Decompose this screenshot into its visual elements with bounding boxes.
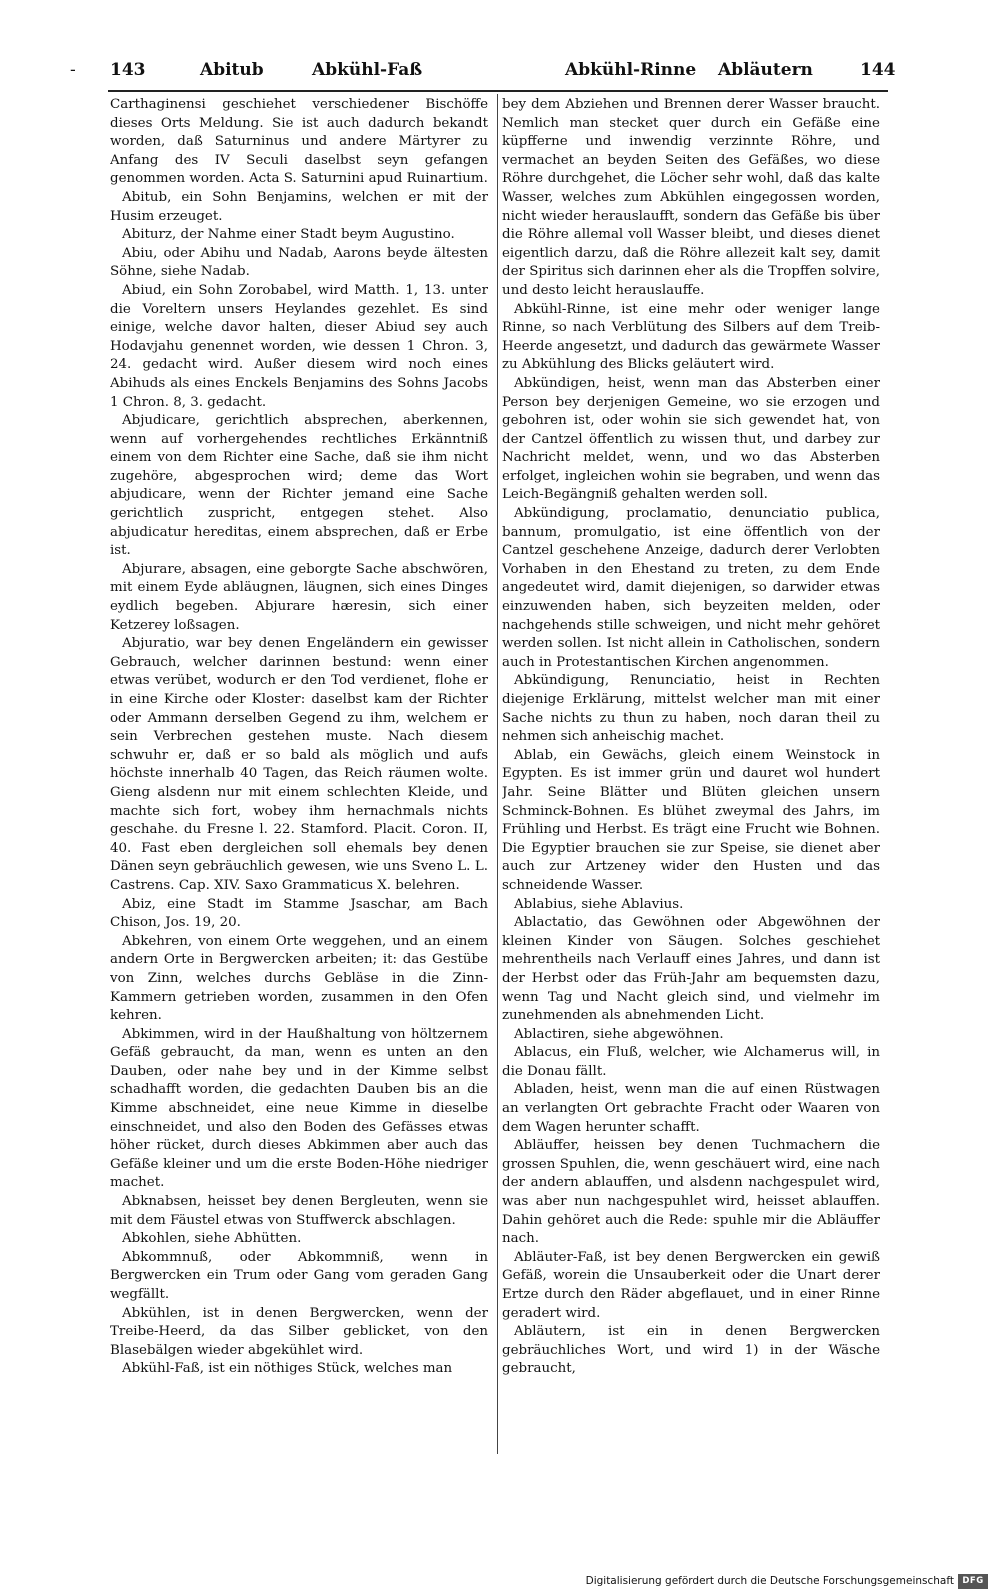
catchword-right: Abläutern [718,60,813,80]
digitization-footer [585,1574,992,1590]
dictionary-entry: Abiz, eine Stadt im Stamme Jsaschar, am Bach Chison, Jos. 19, 20. [110,896,488,931]
dictionary-entry: Abjurare, absagen, eine geborgte Sache abschwören, mit einem Eyde abläugnen, läugnen, sich eines Dinges eydlich begeben. Abjurare hæresin, sich einer Ketzerey loßsagen. [110,561,488,633]
dictionary-entry: Abkündigen, heist, wenn man das Absterben einer Person bey derjenigen Gemeine, wo sie erzogen und gebohren ist, oder wohin sie sich gewendet hat, von der Cantzel öffentlich zu wissen thut, und darbey zur Nachricht meldet, wenn, und wo das Absterben erfolget, ingleichen wohin sie begraben, und wenn das Leich-Begängniß gehalten werden soll. [502,375,880,503]
dictionary-entry: Ablabius, siehe Ablavius. [514,896,684,912]
dictionary-entry: Ablacus, ein Fluß, welcher, wie Alchamerus will, in die Donau fällt. [502,1045,880,1079]
page-number-left: 143 [110,60,146,80]
dictionary-entry: Carthaginensi geschiehet verschiedener Bischöffe dieses Orts Meldung. Sie ist auch dadurch bekandt worden, daß Saturninus und andere Märtyrer zu Anfang des IV Seculi daselbst seyn gefangen genommen worden. Acta S. Saturnini apud Ruinartium. [110,97,488,187]
dictionary-entry: Abkohlen, siehe Abhütten. [122,1231,302,1247]
dictionary-entry: Abkimmen, wird in der Haußhaltung von höltzernem Gefäß gebraucht, da man, wenn es unten an den Dauben, oder nahe bey und in der Kimme selbst schadhafft worden, die gedachten Dauben bis an die Kimme abschneidet, eine neue Kimme in dieselbe einschneidet, und also den Boden des Gefässes etwas höher rücket, durch dieses Abkimmen aber auch das Gefäße kleiner und um die erste Boden-Höhe niedriger machet. [110,1026,488,1191]
dictionary-entry: Abkommnuß, oder Abkommniß, wenn in Bergwercken ein Trum oder Gang vom geraden Gang wegfällt. [110,1249,488,1302]
keyword-left: Abkühl-Faß [312,60,423,80]
left-column [110,96,488,1456]
dictionary-entry: Ablactatio, das Gewöhnen oder Abgewöhnen der kleinen Kinder von Säugen. Solches geschiehet mehrentheils nach Verlauff eines Jahres, und dann ist der Herbst oder das Früh-Jahr am bequemsten dazu, wenn Tag und Nacht gleich sind, und vielmehr im zunehmenden als abnehmenden Licht. [502,915,880,1024]
dictionary-entry: Ablab, ein Gewächs, gleich einem Weinstock in Egypten. Es ist immer grün und dauret wol hundert Jahr. Seine Blätter und Blüten gleichen unsern Schminck-Bohnen. Es blühet zweymal des Jahrs, im Frühling und Herbst. Es trägt eine Frucht wie Bohnen. Die Egyptier brauchen sie zur Speise, sie dienet aber auch zur Artzeney wider den Husten und das schneidende Wasser. [502,747,880,893]
page-number-right: 144 [860,60,896,80]
running-header [70,56,920,88]
dictionary-entry: Abknabsen, heisset bey denen Bergleuten, wenn sie mit dem Fäustel etwas von Stuffwerck abschlagen. [110,1194,488,1228]
dfg-logo: DFG [958,1574,988,1589]
dictionary-entry: Abkühlen, ist in denen Bergwercken, wenn der Treibe-Heerd, da das Silber geblicket, von den Blasebälgen wieder abgekühlet wird. [110,1305,488,1358]
dictionary-entry: Abläuter-Faß, ist bey denen Bergwercken ein gewiß Gefäß, worein die Unsauberkeit oder die Unart derer Ertze durch den Räder abgeflauet, und in einer Rinne geradert wird. [502,1249,880,1321]
header-mark: - [70,60,76,80]
dictionary-entry: Abiturz, der Nahme einer Stadt beym Augustino. [122,227,455,243]
keyword-right: Abkühl-Rinne [565,60,697,80]
dictionary-entry: Abkühl-Faß, ist ein nöthiges Stück, welches man [122,1361,453,1377]
column-divider [497,94,498,1454]
dictionary-entry: Abkündigung, proclamatio, denunciatio publica, bannum, promulgatio, ist eine öffentlich von der Cantzel geschehene Anzeige, dadurch derer Verlobten Vorhaben in den Ehestand zu treten, zu dem Ende angedeutet wird, damit diejenigen, so darwider etwas einzuwenden haben, sich beyzeiten melden, oder nachgehends stille schweigen, und nicht mehr gehöret werden sollen. Ist nicht allein in Catholischen, sondern auch in Protestantischen Kirchen angenommen. [502,506,880,670]
footer-credit: Digitalisierung gefördert durch die Deutsche Forschungsgemeinschaft [585,1575,954,1587]
dictionary-entry: Abiud, ein Sohn Zorobabel, wird Matth. 1, 13. unter die Voreltern unsers Heylandes gezehlet. Es sind einige, welche davor halten, dieser Abiud sey auch Hodavjahu genennet worden, wie dessen 1 Chron. 3, 24. gedacht wird. Außer diesem wird noch eines Abihuds als eines Enckels Benjamins des Sohns Jacobs 1 Chron. 8, 3. gedacht. [110,282,488,410]
dictionary-entry: Abitub, ein Sohn Benjamins, welchen er mit der Husim erzeuget. [110,189,488,224]
dictionary-entry: Abjudicare, gerichtlich absprechen, aberkennen, wenn auf vorhergehendes rechtliches Erkänntniß einem von dem Richter eine Sache, daß sie ihm nicht zugehöre, abgesprochen wird; deme das Wort abjudicare, wenn der Richter jemand eine Sache gerichtlich zuspricht, entgegen stehet. Also abjudicatur hereditas, einem absprechen, daß er Erbe ist. [110,413,488,559]
dictionary-entry: Abläuffer, heissen bey denen Tuchmachern die grossen Spuhlen, die, wenn geschäuert wird, eine nach der andern ablauffen, und alsdenn nachgespulet wird, was aber nun nachgespuhlet wird, heisset ablauffen. Dahin gehöret auch die Rede: spuhle mir die Abläuffer nach. [502,1138,880,1247]
dictionary-entry: Abkühl-Rinne, ist eine mehr oder weniger lange Rinne, so nach Verblütung des Silbers auf dem Treib-Heerde angesetzt, und dadurch das gewärmete Wasser zu Abkühlung des Blicks geläutert wird. [502,301,880,373]
dictionary-entry: Abladen, heist, wenn man die auf einen Rüstwagen an verlangten Ort gebrachte Fracht oder Waaren von dem Wagen herunter schafft. [502,1082,880,1135]
dictionary-entry: bey dem Abziehen und Brennen derer Wasser braucht. Nemlich man stecket quer durch ein Gefäße eine küpfferne und inwendig verzinnte Röhre, und vermachet an beyden Seiten des Gefäßes, wo diese Röhre durchgehet, die Löcher sehr wohl, daß das kalte Wasser, welches zum Abkühlen eingegossen worden, nicht wieder herauslaufft, sondern das Gefäße bis über die Röhre allemal voll Wasser bleibt, und dieses dienet eigentlich darzu, daß die Röhre allezeit kalt sey, damit der Spiritus sich darinnen eher als die Tropffen solvire, und desto leicht herauslauffe. [502,97,880,298]
dictionary-entry: Ablactiren, siehe abgewöhnen. [514,1026,724,1042]
dictionary-entry: Abläutern, ist ein in denen Bergwercken gebräuchliches Wort, und wird 1) in der Wäsche gebraucht, [502,1324,880,1377]
right-column [502,96,880,1456]
dictionary-entry: Abiu, oder Abihu und Nadab, Aarons beyde ältesten Söhne, siehe Nadab. [110,245,488,280]
catchword-left: Abitub [200,60,264,80]
dictionary-entry: Abjuratio, war bey denen Engeländern ein gewisser Gebrauch, welcher darinnen bestund: wenn einer etwas verübet, wodurch er den Tod verdienet, flohe er in eine Kirche oder Kloster: daselbst kam der Richter oder Ammann derselben Gegend zu ihm, welchem er sein Verbrechen gestehen muste. Nach diesem schwuhr er, daß er so bald als möglich und aufs höchste innerhalb 40 Tagen, das Reich räumen wolte. Gieng alsdenn nur mit einem schlechten Kleide, und machte sich fort, wobey ihm hernachmals nichts geschahe. du Fresne l. 22. Stamford. Placit. Coron. II, 40. Fast eben dergleichen soll ehemals bey denen Dänen seyn gebräuchlich gewesen, wie uns Sveno L. L. Castrens. Cap. XIV. Saxo Grammaticus X. belehren. [110,636,488,893]
dictionary-entry: Abkündigung, Renunciatio, heist in Rechten diejenige Erklärung, mittelst welcher man mit einer Sache nichts zu thun zu haben, noch daran theil zu nehmen sich anheischig machet. [502,673,880,745]
header-rule [108,90,888,92]
dictionary-entry: Abkehren, von einem Orte weggehen, und an einem andern Orte in Bergwercken arbeiten; it: das Gestübe von Zinn, welches durchs Gebläse in die Zinn-Kammern getrieben worden, zusammen in den Ofen kehren. [110,933,488,1024]
